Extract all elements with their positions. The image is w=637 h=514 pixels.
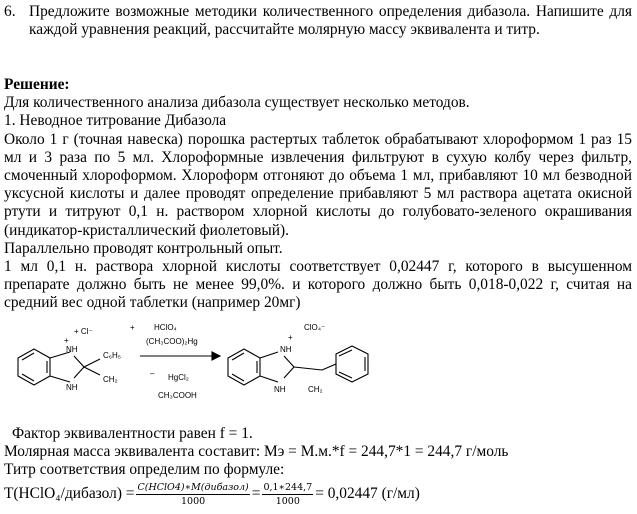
reactant-anion: + Cl⁻ <box>74 327 93 336</box>
titer-lhs: Т(HClO₄/дибазол) = <box>4 485 135 502</box>
solution-section <box>4 76 632 313</box>
fraction-numeric-denominator: 1000 <box>275 495 300 507</box>
fraction-general <box>136 482 249 507</box>
reactant-ch2: CH₂ <box>103 375 118 384</box>
titer-formula <box>4 482 632 507</box>
titer-intro: Титр соответствия определим по формуле: <box>4 461 285 479</box>
reaction-arrow <box>140 352 220 360</box>
solution-heading: Решение: <box>4 76 70 93</box>
titer-result: = 0,02447 (г/мл) <box>315 485 420 502</box>
product-plus: + <box>288 333 293 342</box>
product-anion: ClO₄⁻ <box>304 323 326 332</box>
reagent-acetic-acid: CH₃COOH <box>158 391 197 400</box>
reagent-hgcl2: HgCl₂ <box>168 373 189 382</box>
equivalence-factor: Фактор эквивалентности равен f = 1. <box>12 425 253 442</box>
fraction-numeric <box>262 482 313 507</box>
product-nh-bottom: NH <box>274 385 286 394</box>
reagent-minus: – <box>150 369 155 378</box>
product-nh-top: NH <box>280 345 292 354</box>
reagent-plus: + <box>130 323 135 332</box>
procedure-paragraph: Около 1 г (точная навеска) порошка растертых таблеток обрабатывают хлороформом 1 раз 15 мл и 3 раза по 5 мл. Хлороформные извлечения фильтруют в сухую колбу через фильтр, смоченный хлороформом. Хлороформ отгоняют до объема 1 мл, прибавляют 10 мл безводной уксусной кислоты и далее проводят определение прибавляют 5 мл раствора ацетата окисной ртути и титруют 0,1 н. раствором хлорной кислоты до голубовато-зеленого окрашивания (индикатор-кристаллический фиолетовый). <box>4 130 632 239</box>
method-title: 1. Неводное титрование Дибазола <box>4 112 227 130</box>
equivalence-paragraph: 1 мл 0,1 н. раствора хлорной кислоты соответствует 0,02447 г, которого в высушенном препарате должно быть не менее 99,0%. и которого должно быть 0,018-0,022 г, считая на средний вес одной таблетки (например 20мг) <box>4 258 632 312</box>
control-paragraph: Параллельно проводят контрольный опыт. <box>4 239 283 257</box>
reactant-nh-top: NH <box>66 345 78 354</box>
fraction-general-denominator: 1000 <box>181 495 206 507</box>
fraction-numeric-numerator: 0,1∗244,7 <box>263 481 313 493</box>
equals-sign: = <box>251 485 261 502</box>
fraction-general-numerator: C(HClO4)∗M(дибазол) <box>137 481 249 493</box>
reagent-hclo4: HClO₄ <box>154 323 177 332</box>
reactant-c6h5: C₆H₅ <box>103 351 122 360</box>
solution-intro: Для количественного анализа дибазола существует несколько методов. <box>4 94 470 112</box>
product-ch2: CH₂ <box>308 385 323 394</box>
reactant-plus: + <box>64 336 69 345</box>
task-text: Предложите возможные методики количественного определения дибазола. Напишите для каждой уравнения реакций, рассчитайте молярную массу эквивалента и титр. <box>29 3 632 39</box>
task-statement <box>4 3 632 39</box>
reaction-scheme <box>4 316 474 420</box>
task-number: 6. <box>4 3 16 20</box>
reagent-mercury-acetate: (CH₃COO)₂Hg <box>146 337 198 346</box>
product-structure <box>228 346 368 385</box>
reactant-nh-bottom: NH <box>66 383 78 392</box>
reactant-structure <box>18 349 100 385</box>
molar-mass-equivalent: Молярная масса эквивалента составит: Мэ = М.м.*f = 244,7*1 = 244,7 г/моль <box>4 443 509 461</box>
calculation-section <box>4 425 632 507</box>
